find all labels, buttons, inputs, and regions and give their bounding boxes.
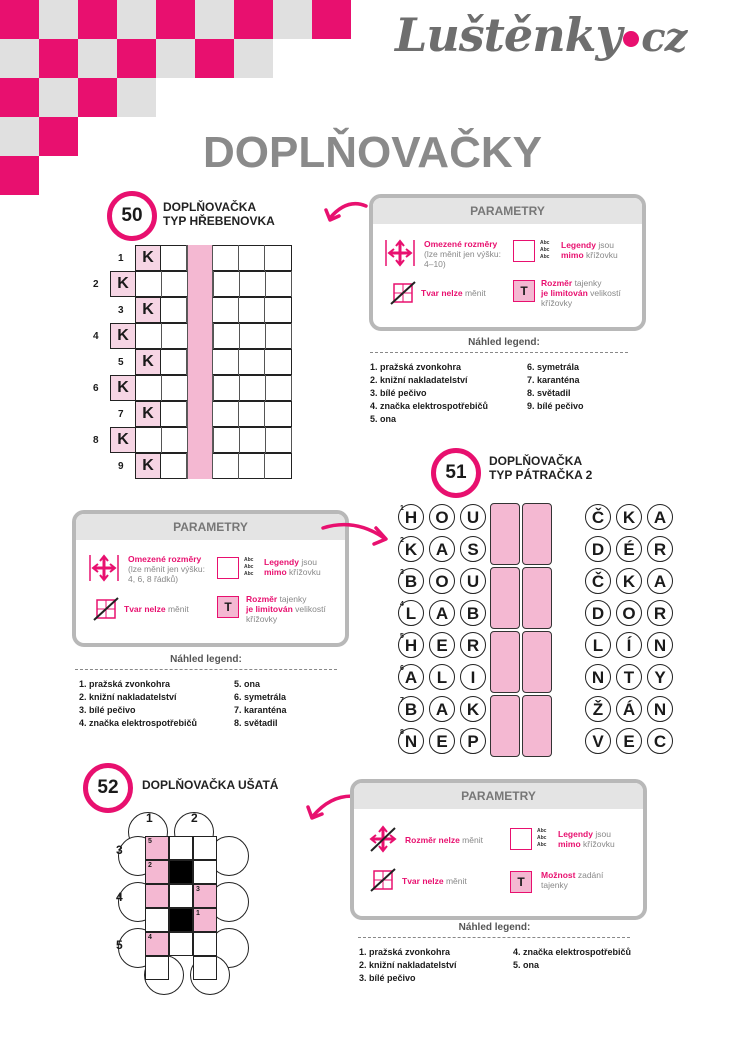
letter-circle: L [429, 664, 455, 690]
grid-cell [214, 271, 240, 297]
legend-preview-title: Náhled legend: [458, 922, 531, 933]
secret-column-cell [522, 503, 552, 565]
legend-list [234, 678, 287, 730]
checker-square [273, 0, 312, 39]
letter-circle: P [460, 728, 486, 754]
checker-square [0, 78, 39, 117]
ear-number: 5 [116, 938, 123, 952]
legend-item: 7. karanténa [234, 705, 287, 715]
letter-circle: U [460, 568, 486, 594]
checker-square [195, 0, 234, 39]
letter-circle: Ž [585, 696, 611, 722]
parameters-header: PARAMETRY [76, 514, 345, 540]
legend-item: 3. bílé pečivo [370, 388, 427, 398]
row-number: 2 [400, 537, 404, 544]
grid-cell [161, 401, 187, 427]
secret-column-cell [522, 695, 552, 757]
checker-square [0, 117, 39, 156]
row-number: 6 [400, 665, 404, 672]
grid-cell [145, 908, 169, 932]
grid-cell [266, 427, 292, 453]
row-number: 7 [400, 697, 404, 704]
grid-cell [161, 245, 187, 271]
grid-cell [136, 427, 162, 453]
param-shape: Tvar nelze měnit [402, 876, 467, 886]
secret-icon: T [510, 871, 532, 893]
letter-circle: Č [585, 568, 611, 594]
grid-cell [193, 860, 217, 884]
cell-number: 2 [148, 862, 152, 869]
letter-circle: A [398, 664, 424, 690]
checker-square [78, 0, 117, 39]
cell-number: 5 [148, 838, 152, 845]
grid-cell [213, 245, 239, 271]
shape-locked-icon [370, 868, 396, 892]
row-number: 3 [400, 569, 404, 576]
param-legend: Legendy jsou mimo křížovku [558, 829, 615, 849]
puzzle-50-title-line1: DOPLŇOVAČKA [163, 200, 257, 214]
legend-box-icon [510, 828, 532, 850]
legend-item: 7. karanténa [527, 375, 580, 385]
letter-circle: B [398, 696, 424, 722]
abc-icon: Abc Abc Abc [537, 828, 547, 848]
resize-arrows-icon [384, 238, 416, 268]
letter-circle: H [398, 632, 424, 658]
abc-icon: Abc Abc Abc [540, 240, 550, 260]
letter-circle: C [647, 728, 673, 754]
row-number: 5 [400, 633, 404, 640]
divider [358, 937, 630, 938]
puzzle-50-number: 50 [107, 191, 157, 241]
divider [75, 669, 337, 670]
letter-circle: T [616, 664, 642, 690]
letter-circle: U [460, 504, 486, 530]
grid-cell [213, 453, 239, 479]
grid-cell [145, 884, 169, 908]
grid-cell [240, 271, 266, 297]
row-number: 1 [400, 505, 404, 512]
legend-item: 8. světadil [234, 718, 278, 728]
letter-circle: R [647, 536, 673, 562]
grid-tooth [265, 453, 292, 479]
grid-letter-cell: K [110, 427, 136, 453]
grid-cell [240, 323, 266, 349]
letter-circle: O [616, 600, 642, 626]
param-secret: Možnost zadání tajenky [541, 870, 604, 890]
letter-circle: L [398, 600, 424, 626]
secret-column-cell [490, 631, 520, 693]
parameters-header: PARAMETRY [354, 783, 643, 809]
grid-cell [193, 932, 217, 956]
grid-cell [239, 349, 265, 375]
checker-square [117, 0, 156, 39]
letter-circle: L [585, 632, 611, 658]
grid-cell [162, 271, 188, 297]
secret-column-cell [490, 567, 520, 629]
row-number: 8 [93, 435, 99, 446]
checker-square [0, 156, 39, 195]
letter-circle: N [585, 664, 611, 690]
param-size: Omezené rozměry (lze měnit jen výšku: 4–10) [424, 239, 501, 269]
legend-box-icon [217, 557, 239, 579]
grid-cell [161, 453, 187, 479]
curved-arrow-icon [320, 518, 392, 548]
puzzle-50-title [163, 200, 275, 228]
legend-item: 1. pražská zvonkohra [79, 679, 171, 689]
checker-square [0, 39, 39, 78]
grid-cell [239, 401, 265, 427]
legend-list [527, 361, 584, 413]
letter-circle: A [647, 568, 673, 594]
row-number: 2 [93, 279, 99, 290]
legend-preview-title: Náhled legend: [468, 337, 540, 348]
row-number: 4 [93, 331, 99, 342]
page-title: DOPLŇOVAČKY [203, 128, 542, 177]
grid-tooth [265, 297, 292, 323]
checker-square [39, 0, 78, 39]
grid-cell [214, 427, 240, 453]
checker-square [195, 39, 234, 78]
resize-locked-icon [368, 825, 398, 853]
legend-item: 3. bílé pečivo [359, 973, 416, 983]
abc-icon: Abc Abc Abc [244, 557, 254, 577]
checker-square [78, 39, 117, 78]
puzzle-51-title [489, 454, 592, 482]
checker-square [234, 39, 273, 78]
grid-letter-cell: K [135, 297, 161, 323]
legend-item: 5. ona [513, 960, 540, 970]
param-secret: Rozměr tajenky je limitován velikostí křížovky [246, 594, 326, 624]
letter-circle: N [398, 728, 424, 754]
grid-cell [162, 375, 188, 401]
grid-cell [136, 323, 162, 349]
legend-list [513, 946, 631, 972]
grid-letter-cell: K [110, 271, 136, 297]
grid-tooth [265, 349, 292, 375]
grid-cell [162, 427, 188, 453]
checker-square [234, 0, 273, 39]
checker-square [0, 0, 39, 39]
letter-circle: Y [647, 664, 673, 690]
grid-cell [169, 932, 193, 956]
puzzle-51-title-line1: DOPLŇOVAČKA [489, 454, 583, 468]
secret-column-cell [490, 503, 520, 565]
letter-circle: A [647, 504, 673, 530]
param-legend: Legendy jsou mimo křížovku [264, 557, 321, 577]
divider [370, 352, 628, 353]
grid-cell [161, 297, 187, 323]
cell-number: 3 [196, 886, 200, 893]
row-number: 5 [118, 357, 124, 368]
legend-item: 5. ona [234, 679, 261, 689]
row-number: 4 [400, 601, 404, 608]
param-legend: Legendy jsou mimo křížovku [561, 240, 618, 260]
grid-cell [193, 836, 217, 860]
letter-circle: Č [585, 504, 611, 530]
param-secret: Rozměr tajenky je limitován velikostí křížovky [541, 278, 621, 308]
legend-item: 2. knižní nakladatelství [79, 692, 177, 702]
puzzle-51-title-line2: TYP PÁTRAČKA 2 [489, 468, 593, 482]
legend-item: 3. bílé pečivo [79, 705, 136, 715]
legend-list [359, 946, 457, 985]
grid-letter-cell: K [110, 323, 136, 349]
row-number: 1 [118, 253, 124, 264]
letter-circle: O [429, 504, 455, 530]
row-number: 9 [118, 461, 124, 472]
legend-item: 4. značka elektrospotřebičů [370, 401, 489, 411]
puzzle-51-number: 51 [431, 448, 481, 498]
grid-cell [169, 860, 193, 884]
grid-cell [193, 956, 217, 980]
puzzle-52-title: DOPLŇOVAČKA UŠATÁ [142, 778, 279, 792]
grid-cell [239, 297, 265, 323]
grid-cell [145, 956, 169, 980]
grid-cell [266, 271, 292, 297]
resize-arrows-icon [88, 553, 120, 583]
legend-list [79, 678, 197, 730]
secret-icon: T [513, 280, 535, 302]
legend-item: 9. bílé pečivo [527, 401, 584, 411]
letter-circle: Í [616, 632, 642, 658]
ear-number: 4 [116, 890, 123, 904]
grid-tooth [265, 245, 292, 271]
grid-tooth [265, 401, 292, 427]
letter-circle: S [460, 536, 486, 562]
ear-number: 1 [146, 811, 153, 825]
grid-cell [239, 245, 265, 271]
letter-circle: K [398, 536, 424, 562]
legend-list [370, 361, 488, 426]
grid-cell [136, 271, 162, 297]
legend-item: 4. značka elektrospotřebičů [513, 947, 632, 957]
param-size: Omezené rozměry (lze měnit jen výšku: 4, 6, 8 řádků) [128, 554, 205, 584]
grid-cell [240, 375, 266, 401]
grid-letter-cell: K [110, 375, 136, 401]
legend-item: 2. knižní nakladatelství [359, 960, 457, 970]
letter-circle: R [460, 632, 486, 658]
cell-number: 4 [148, 934, 152, 941]
letter-circle: E [616, 728, 642, 754]
shape-locked-icon [390, 281, 416, 305]
grid-cell [266, 323, 292, 349]
parameters-header: PARAMETRY [373, 198, 642, 224]
shape-locked-icon [93, 597, 119, 621]
grid-letter-cell: K [135, 349, 161, 375]
letter-circle: I [460, 664, 486, 690]
grid-cell [169, 836, 193, 860]
grid-cell [213, 401, 239, 427]
secret-column [187, 245, 213, 479]
puzzle-50-title-line2: TYP HŘEBENOVKA [163, 214, 275, 228]
checker-square [39, 117, 78, 156]
grid-cell [214, 323, 240, 349]
cell-number: 1 [196, 910, 200, 917]
grid-cell [161, 349, 187, 375]
letter-circle: Á [616, 696, 642, 722]
ear-number: 3 [116, 843, 123, 857]
row-number: 8 [400, 729, 404, 736]
letter-circle: E [429, 632, 455, 658]
legend-item: 2. knižní nakladatelství [370, 375, 468, 385]
secret-column-cell [522, 567, 552, 629]
legend-item: 1. pražská zvonkohra [359, 947, 451, 957]
row-number: 6 [93, 383, 99, 394]
grid-cell [136, 375, 162, 401]
param-shape: Tvar nelze měnit [124, 604, 189, 614]
letter-circle: D [585, 536, 611, 562]
grid-cell [214, 375, 240, 401]
checker-square [39, 39, 78, 78]
curved-arrow-icon [322, 196, 370, 230]
ear-number: 2 [191, 811, 198, 825]
letter-circle: H [398, 504, 424, 530]
grid-cell [162, 323, 188, 349]
puzzle-52-number: 52 [83, 763, 133, 813]
checker-square [312, 0, 351, 39]
grid-cell [266, 375, 292, 401]
legend-item: 8. světadil [527, 388, 571, 398]
grid-cell [239, 453, 265, 479]
letter-circle: E [429, 728, 455, 754]
letter-circle: K [460, 696, 486, 722]
legend-item: 1. pražská zvonkohra [370, 362, 462, 372]
grid-cell [213, 297, 239, 323]
letter-circle: D [585, 600, 611, 626]
letter-circle: B [398, 568, 424, 594]
checker-square [117, 39, 156, 78]
letter-circle: N [647, 696, 673, 722]
grid-cell [240, 427, 266, 453]
letter-circle: B [460, 600, 486, 626]
param-shape: Tvar nelze měnit [421, 288, 486, 298]
legend-item: 6. symetrála [234, 692, 287, 702]
legend-item: 4. značka elektrospotřebičů [79, 718, 198, 728]
checker-square [117, 78, 156, 117]
legend-preview-title: Náhled legend: [170, 654, 242, 665]
letter-circle: N [647, 632, 673, 658]
legend-item: 5. ona [370, 414, 397, 424]
letter-circle: V [585, 728, 611, 754]
row-number: 3 [118, 305, 124, 316]
secret-column-cell [522, 631, 552, 693]
letter-circle: É [616, 536, 642, 562]
site-logo[interactable] [395, 8, 686, 62]
secret-column-cell [490, 695, 520, 757]
letter-circle: A [429, 600, 455, 626]
letter-circle: O [429, 568, 455, 594]
grid-cell [213, 349, 239, 375]
letter-circle: A [429, 696, 455, 722]
grid-letter-cell: K [135, 453, 161, 479]
checker-square [39, 78, 78, 117]
legend-item: 6. symetrála [527, 362, 580, 372]
logo-dot [623, 31, 639, 47]
legend-box-icon [513, 240, 535, 262]
grid-letter-cell: K [135, 245, 161, 271]
grid-cell [169, 884, 193, 908]
logo-tld: cz [641, 14, 687, 61]
checker-square [156, 39, 195, 78]
row-number: 7 [118, 409, 124, 420]
letter-circle: R [647, 600, 673, 626]
grid-letter-cell: K [135, 401, 161, 427]
letter-circle: A [429, 536, 455, 562]
checker-square [156, 0, 195, 39]
checker-square [78, 78, 117, 117]
grid-cell [169, 908, 193, 932]
letter-circle: K [616, 504, 642, 530]
letter-circle: K [616, 568, 642, 594]
param-size: Rozměr nelze měnit [405, 835, 483, 845]
logo-text: Luštěnky [395, 8, 622, 62]
secret-icon: T [217, 596, 239, 618]
